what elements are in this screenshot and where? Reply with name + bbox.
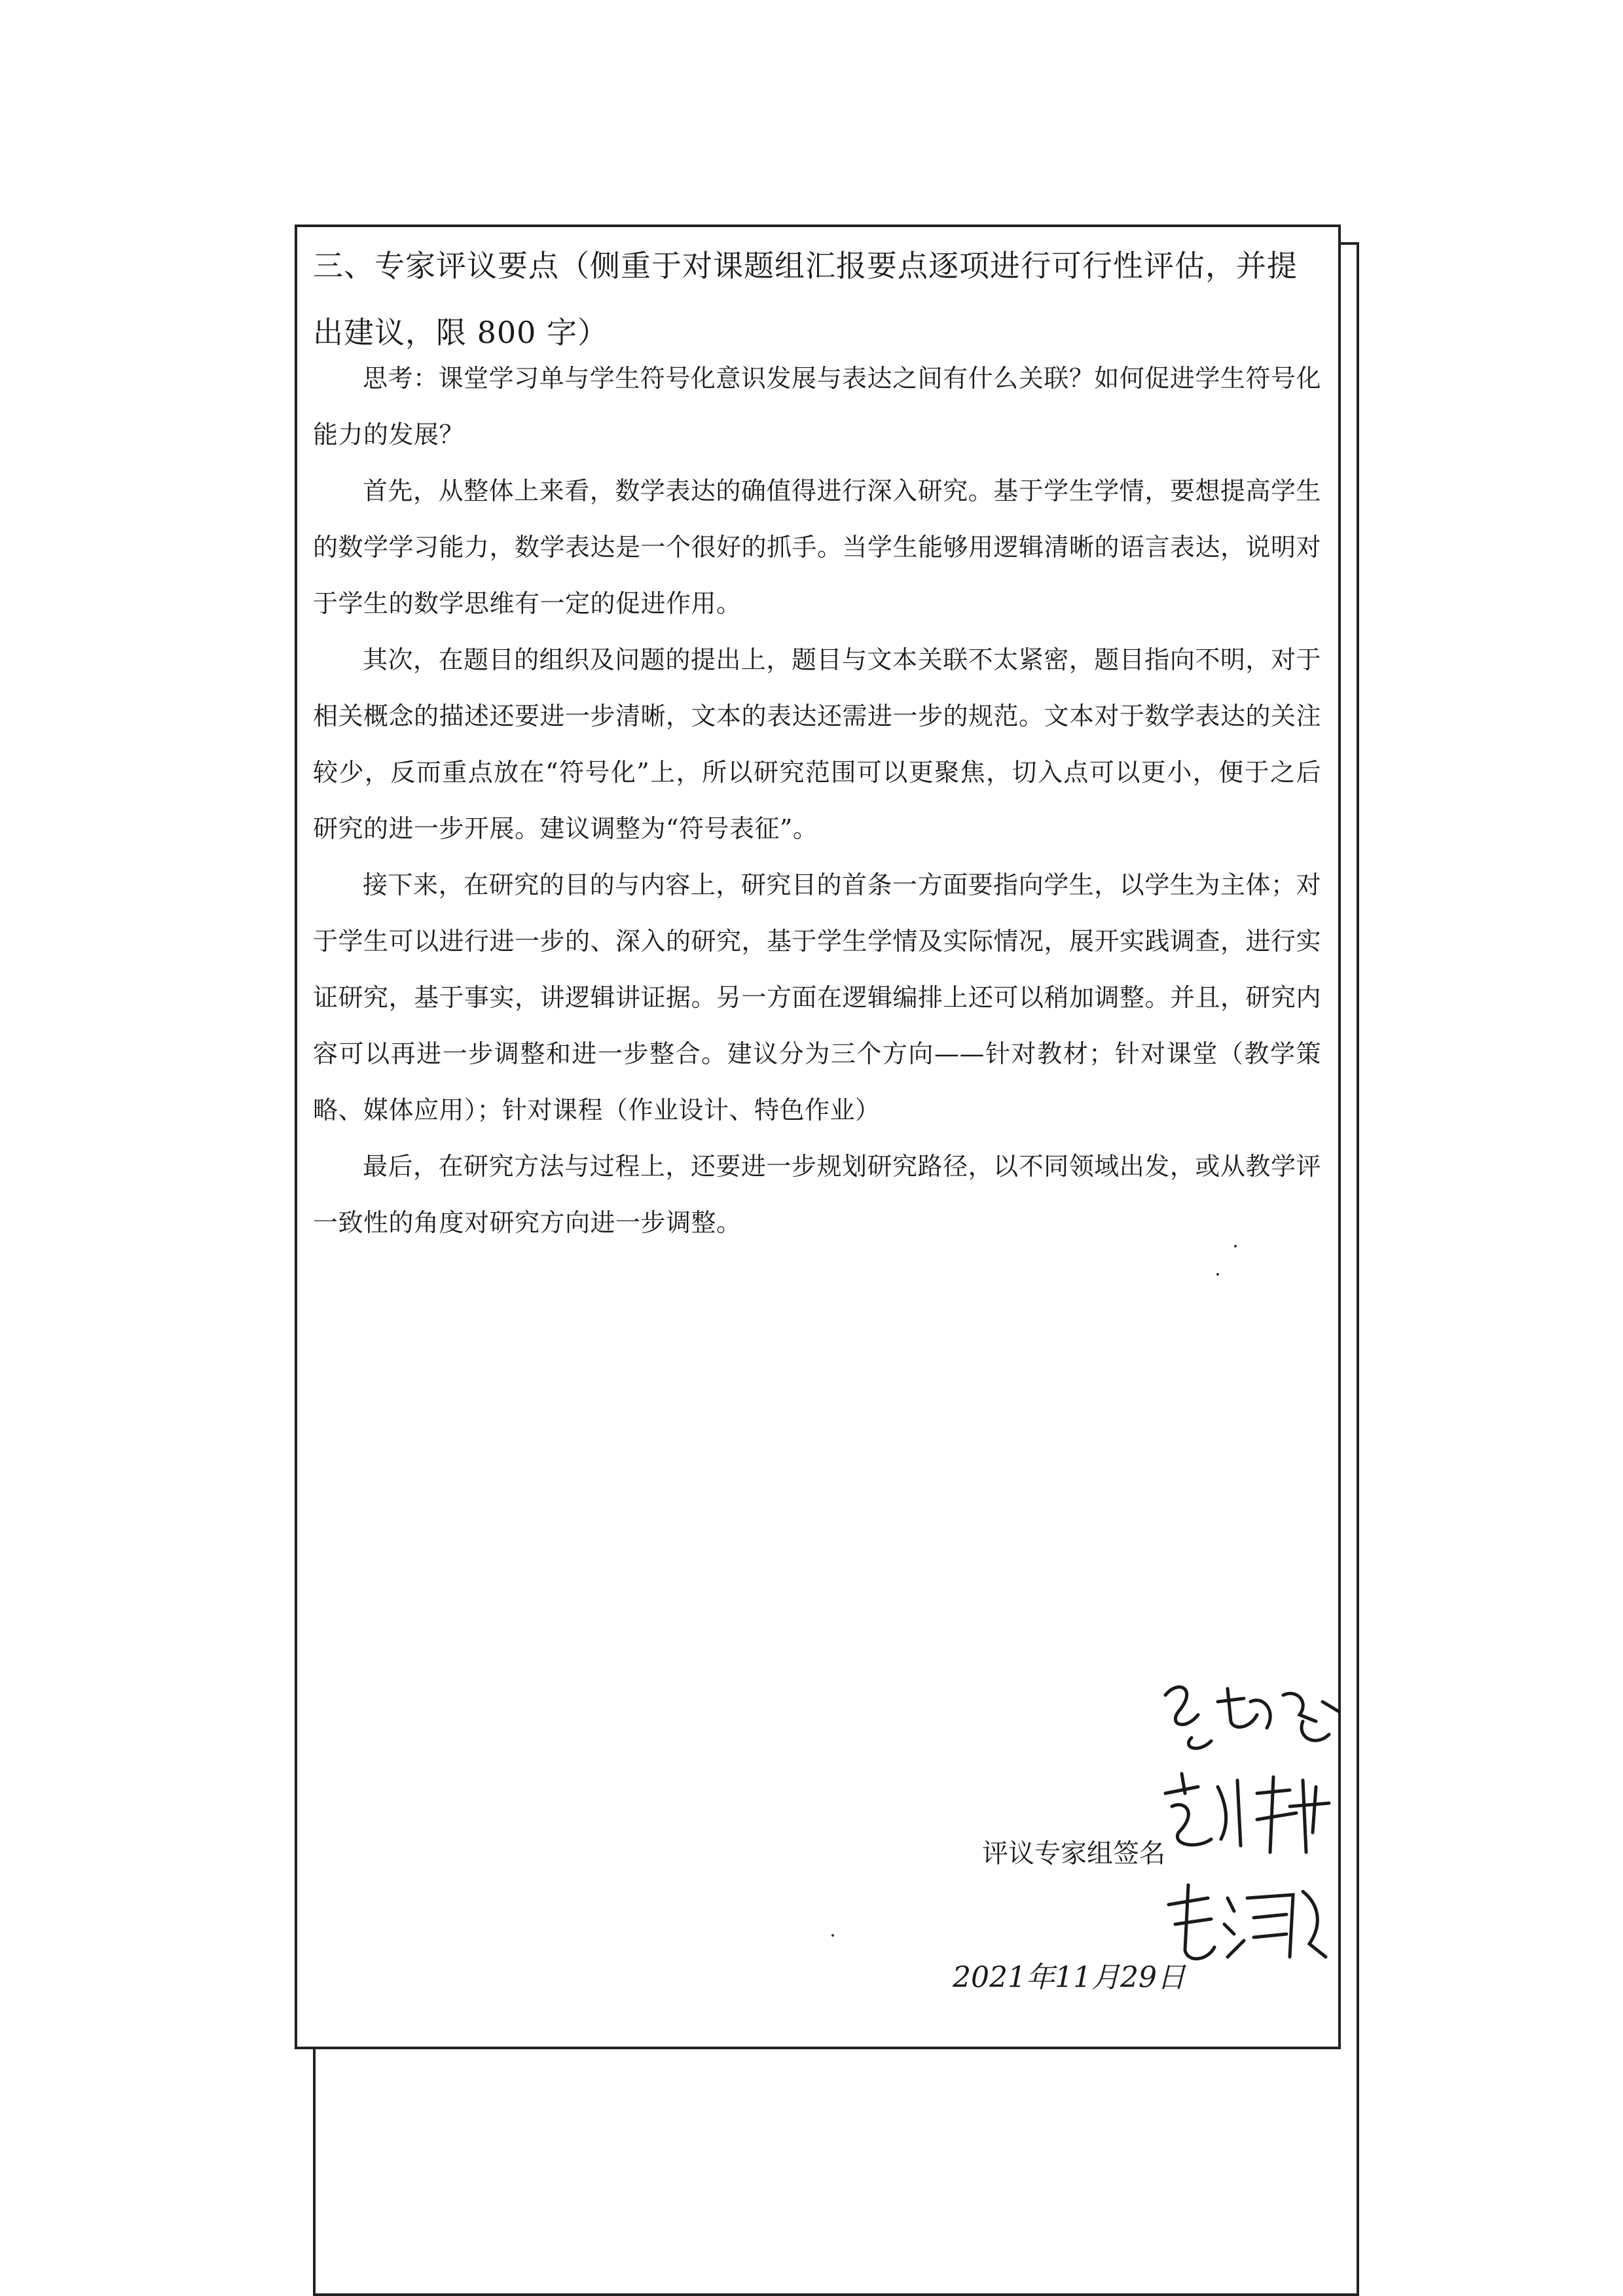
signature-date: 2021年11月29日 [953, 1961, 1186, 1994]
section-title: 三、专家评议要点（侧重于对课题组汇报要点逐项进行可行性评估，并提出建议，限 800 字） [313, 248, 1298, 350]
review-body [313, 350, 1321, 1251]
scan-speck [1234, 1245, 1237, 1247]
scan-speck [831, 1934, 834, 1937]
scan-speck [1216, 1273, 1219, 1276]
signature-label: 评议专家组签名 [982, 1839, 1165, 1869]
paragraph-question: 思考：课堂学习单与学生符号化意识发展与表达之间有什么关联？如何促进学生符号化能力的发展？ [313, 364, 1321, 449]
handwritten-signature-3 [1162, 1878, 1332, 1977]
paragraph-first: 首先，从整体上来看，数学表达的确值得进行深入研究。基于学生学情，要想提高学生的数学学习能力，数学表达是一个很好的抓手。当学生能够用逻辑清晰的语言表达，说明对于学生的数学思维有一定的促进作用。 [313, 476, 1322, 618]
handwritten-signature-1 [1152, 1676, 1349, 1761]
paragraph-second: 其次，在题目的组织及问题的提出上，题目与文本关联不太紧密，题目指向不明，对于相关概念的描述还要进一步清晰，文本的表达还需进一步的规范。文本对于数学表达的关注较少，反而重点放在“符号化”上，所以研究范围可以更聚焦，切入点可以更小，便于之后研究的进一步开展。建议调整为“符号表征”。 [313, 645, 1322, 843]
paragraph-last: 最后，在研究方法与过程上，还要进一步规划研究路径，以不同领域出发，或从教学评一致性的角度对研究方向进一步调整。 [313, 1152, 1321, 1237]
paragraph-next: 接下来，在研究的目的与内容上，研究目的首条一方面要指向学生，以学生为主体；对于学生可以进行进一步的、深入的研究，基于学生学情及实际情况，展开实践调查，进行实证研究，基于事实，讲逻辑讲证据。另一方面在逻辑编排上还可以稍加调整。并且，研究内容可以再进一步调整和进一步整合。建议分为三个方向——针对教材；针对课堂（教学策略、媒体应用）；针对课程（作业设计、特色作业） [313, 870, 1322, 1124]
handwritten-signature-2 [1159, 1767, 1342, 1859]
